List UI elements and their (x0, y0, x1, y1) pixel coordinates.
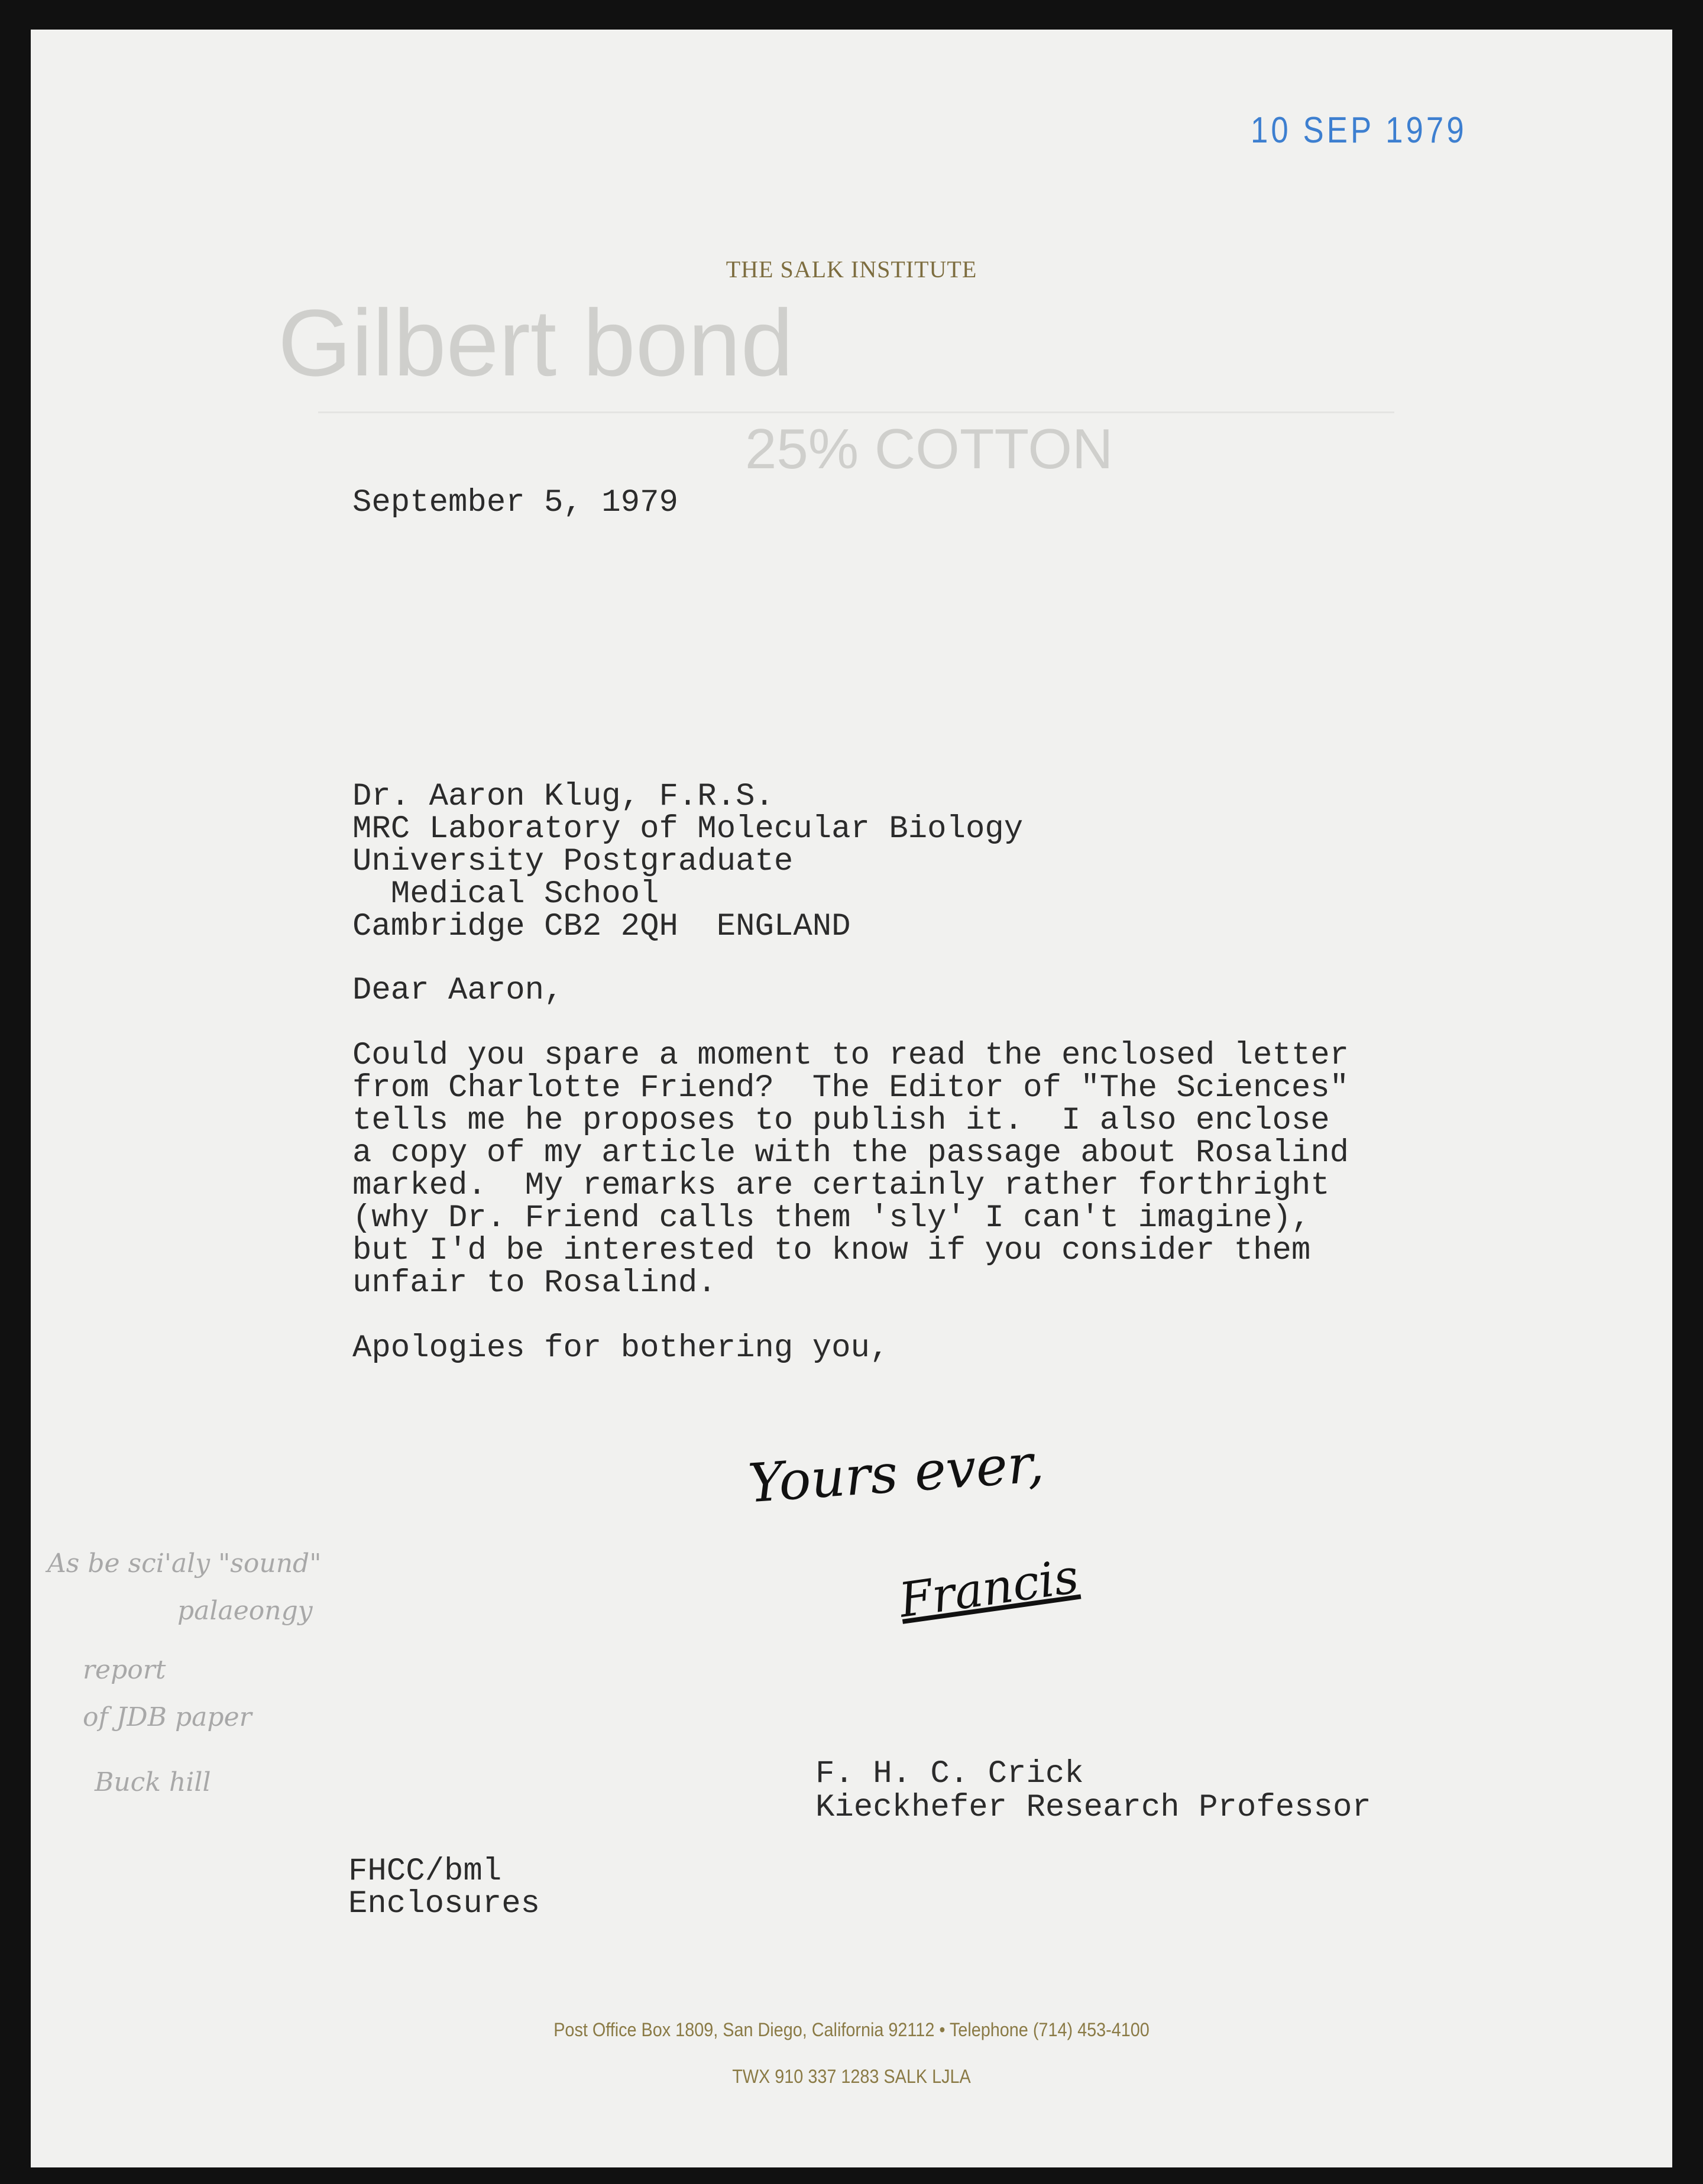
salutation: Dear Aaron, (352, 973, 564, 1009)
recipient-line: MRC Laboratory of Molecular Biology (352, 811, 1024, 847)
letterhead-institution: THE SALK INSTITUTE (726, 256, 977, 283)
body-line: but I'd be interested to know if you consider them (352, 1233, 1311, 1269)
handwritten-closing: Yours ever, (746, 1432, 1046, 1515)
body-line: marked. My remarks are certainly rather forthright (352, 1168, 1330, 1204)
letterhead-rule (318, 411, 1394, 413)
margin-note: of JDB paper (83, 1702, 252, 1732)
enclosures-note: Enclosures (348, 1886, 540, 1922)
signer-name: F. H. C. Crick (815, 1756, 1084, 1792)
body-line: a copy of my article with the passage about Rosalind (352, 1135, 1349, 1171)
recipient-line: Dr. Aaron Klug, F.R.S. (352, 779, 774, 815)
margin-note: As be sci'aly "sound" (47, 1548, 322, 1579)
closing-line: Apologies for bothering you, (352, 1330, 889, 1366)
footer-twx: TWX 910 337 1283 SALK LJLA (732, 2066, 971, 2087)
watermark-cotton: 25% COTTON (745, 417, 1113, 481)
watermark-brand: Gilbert bond (278, 290, 794, 396)
body-line: tells me he proposes to publish it. I also enclose (352, 1103, 1330, 1139)
body-line: from Charlotte Friend? The Editor of "The Sciences" (352, 1070, 1349, 1106)
handwritten-signature: Francis (896, 1548, 1082, 1628)
margin-note: report (83, 1655, 166, 1685)
letter-date: September 5, 1979 (352, 485, 678, 521)
received-date-stamp: 10 SEP 1979 (1251, 110, 1467, 151)
body-line: unfair to Rosalind. (352, 1265, 717, 1301)
margin-note: Buck hill (95, 1767, 211, 1797)
body-line: (why Dr. Friend calls them 'sly' I can't imagine), (352, 1200, 1311, 1236)
footer-address: Post Office Box 1809, San Diego, California 92112 • Telephone (714) 453-4100 (553, 2019, 1150, 2040)
margin-note: palaeongy (177, 1596, 313, 1626)
recipient-line: University Postgraduate (352, 844, 794, 880)
signer-title: Kieckhefer Research Professor (815, 1790, 1371, 1826)
reference-initials: FHCC/bml (348, 1854, 502, 1890)
recipient-line: Medical School (352, 876, 659, 912)
recipient-line: Cambridge CB2 2QH ENGLAND (352, 909, 851, 945)
body-line: Could you spare a moment to read the enclosed letter (352, 1038, 1349, 1074)
